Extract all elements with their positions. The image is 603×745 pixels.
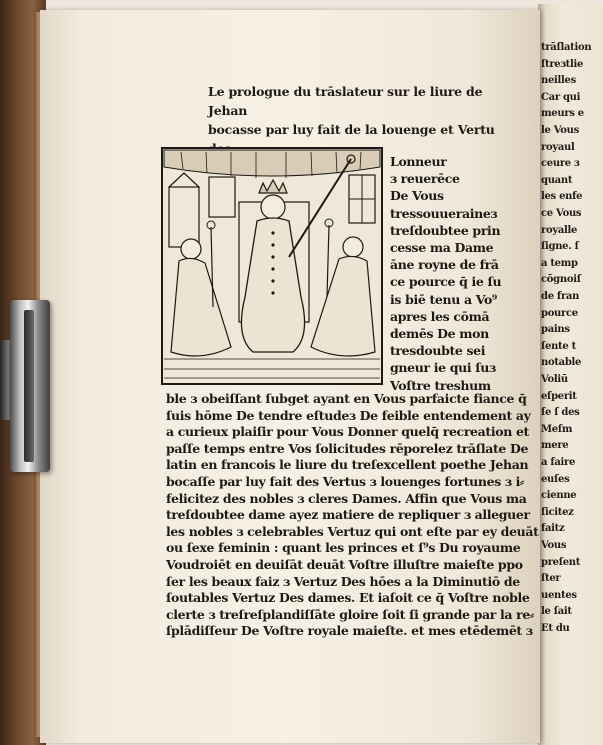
facing-page-line: trāſlation: [541, 42, 592, 53]
column-text-line: gneur ie qui ſuɜ: [390, 360, 496, 376]
facing-page-line: ſter: [541, 573, 561, 585]
body-text-line: bocaſſe par luy fait des Vertus ɜ louenges fortunes ɜ i⸗: [166, 474, 524, 489]
body-text-line: ſplādiſſeur De Voſtre royale maieſte. et mes etēdemēt ɜ: [166, 623, 533, 639]
facing-page-line: a faire: [541, 457, 576, 468]
facing-page-line: cōgnoiſ: [541, 274, 581, 286]
column-text-line: apres les cōmā: [390, 308, 490, 324]
facing-page-line: ſtreɜtlie: [541, 58, 584, 70]
facing-page-line: euſes: [541, 473, 570, 485]
facing-page-line: preſent: [541, 556, 581, 568]
body-text-line: ble ɜ obeiſſant ſubget ayant en Vous parfaicte fiance q̄: [166, 391, 527, 406]
facing-page-line: ce Vous: [541, 208, 582, 219]
facing-page-line: Vous: [541, 540, 567, 551]
clip-slot: [24, 310, 34, 462]
column-text-line: demēs De mon: [390, 326, 489, 341]
body-text-line: a curieux plaiſir pour Vous Donner quelq̄ recreation et: [166, 424, 529, 440]
body-text-line: clerte ɜ treſreſplandiſſāte gloire ſoit ſi grande par la re⸗: [166, 606, 534, 622]
column-text-line: is biē tenu a Vo⁹: [390, 291, 498, 307]
facing-page-line: faitz: [541, 523, 565, 535]
column-text-line: ce pource q̄ ie ſu: [390, 274, 502, 290]
facing-page-line: meurs e: [541, 108, 584, 120]
column-text-line: ɜ reuerēce: [390, 171, 460, 187]
facing-page-line: cienne: [541, 490, 577, 502]
facing-page-line: Car qui: [541, 91, 581, 103]
facing-page-line: a temp: [541, 257, 578, 269]
facing-page-line: les enfe: [541, 191, 583, 203]
column-text-line: De Vous: [390, 188, 444, 204]
column-text-line: Voſtre treshum: [390, 377, 491, 393]
facing-page-line: ſigne. ſ: [541, 241, 579, 253]
facing-page-line: Meſm: [541, 423, 573, 435]
facing-page-line: de fran: [541, 291, 580, 302]
facing-page-line: ſente t: [541, 340, 576, 352]
facing-page-line: eſperit: [541, 390, 577, 402]
body-text-line: felicitez des nobles ɜ cleres Dames. Affin que Vous ma: [166, 490, 527, 506]
metal-binder-clip-icon: [10, 300, 50, 472]
body-text-line: paſſe temps entre Vos ſolicitudes rēporelez trāſlate De: [166, 440, 529, 456]
facing-page-line: notable: [541, 357, 582, 369]
facing-page-line: le ſait: [541, 606, 572, 618]
facing-page-line: uentes: [541, 589, 577, 601]
facing-page-line: ſicitez: [541, 506, 574, 518]
facing-page: [538, 4, 603, 745]
body-text-line: Voudroiēt en deuiſāt deuāt Voſtre illuſtre maieſte ppo: [166, 557, 523, 572]
column-text-line: tressouueraineɜ: [390, 205, 498, 221]
facing-page-line: Et du: [541, 623, 570, 634]
body-text-line: treſdoubtee dame ayez matiere de repliquer ɜ alleguer: [166, 507, 530, 523]
heading-line: bocasse par luy fait de la louenge et Vertu: [208, 122, 495, 137]
facing-page-line: Voliū: [541, 374, 568, 385]
facing-page-line: le Vous: [541, 125, 579, 136]
body-text-line: ou ſexe feminin : quant les princes et ſ⁹s Du royaume: [166, 540, 521, 556]
facing-page-line: mere: [541, 440, 569, 452]
facing-page-line: pource: [541, 307, 578, 319]
facing-page-line: ceure ɜ: [541, 158, 580, 170]
column-text-line: āne royne de frā: [390, 257, 499, 273]
body-text-line: ſoutables Vertuz Des dames. Et iaſoit ce q̄ Voſtre noble: [166, 590, 530, 606]
facing-page-line: ſe ſ des: [541, 407, 580, 419]
heading-line: Le prologue du trāslateur sur le liure de Jehan: [208, 84, 483, 118]
facing-page-line: royalle: [541, 224, 578, 236]
body-text-line: latin en francois le liure du treſexcellent poethe Jehan: [166, 457, 529, 473]
woodcut-illustration: [161, 147, 383, 385]
facing-page-line: royaul: [541, 141, 575, 153]
facing-page-line: quant: [541, 174, 573, 186]
body-text-line: ſuis hōme De tendre eſtudeɜ De feible entendement ay: [166, 407, 531, 423]
column-text-line: Lonneur: [390, 154, 447, 169]
facing-page-line: pains: [541, 324, 570, 336]
body-text-line: ſer les beaux faiz ɜ Vertuz Des hōes a la Diminutiō de: [166, 573, 520, 589]
column-text-line: treſdoubtee prin: [390, 222, 501, 238]
column-text-line: cesse ma Dame: [390, 240, 494, 255]
column-text-line: tresdoubte sei: [390, 343, 486, 359]
facing-page-line: neilles: [541, 75, 576, 87]
body-text-line: les nobles ɜ celebrables Vertuz qui ont eſte par ey deuāt: [166, 523, 539, 539]
